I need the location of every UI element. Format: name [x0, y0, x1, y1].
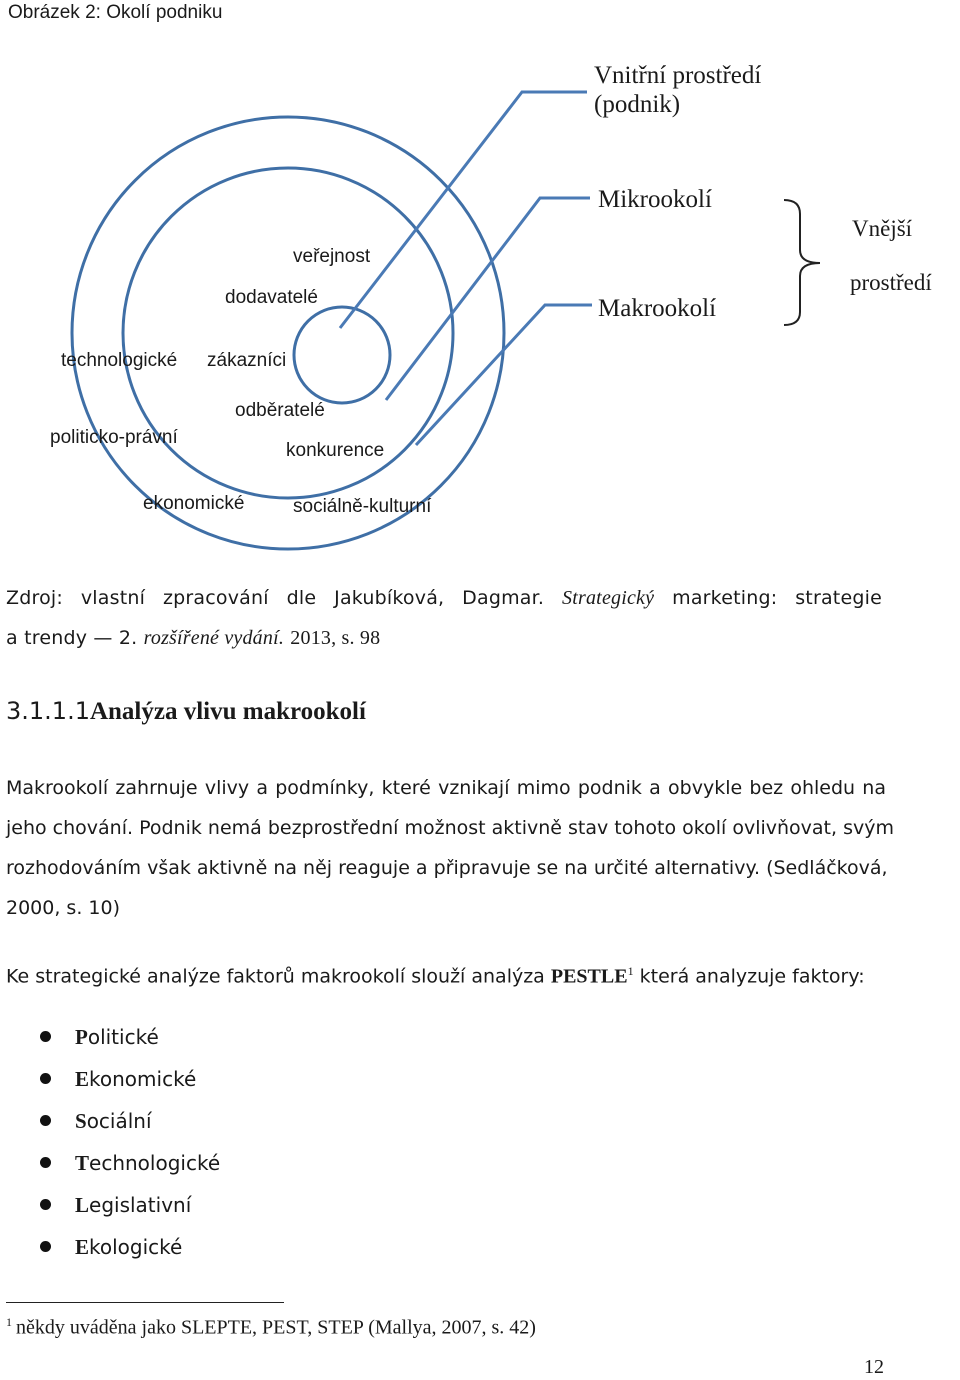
footnote	[6, 1315, 536, 1340]
label-vnejsi-2: prostředí	[850, 270, 932, 295]
label-socialne-kulturni: sociálně-kulturní	[293, 496, 432, 517]
bullet-icon	[40, 1115, 51, 1126]
label-technologicke: technologické	[61, 350, 178, 371]
bullet-icon	[40, 1157, 51, 1168]
paragraph-2-suffix: která analyzuje faktory:	[639, 965, 865, 988]
source-line-2	[6, 627, 380, 650]
list-item-initial: E	[75, 1235, 90, 1259]
list-item	[0, 1100, 220, 1142]
source-prefix: Zdroj: vlastní zpracování dle Jakubíková, Dagmar.	[6, 587, 545, 609]
label-vnejsi-1: Vnější	[852, 216, 913, 241]
label-zakaznici: zákazníci	[207, 350, 287, 371]
list-item-text: echnologické	[89, 1151, 221, 1175]
section-heading	[6, 697, 366, 726]
label-dodavatele: dodavatelé	[225, 287, 318, 308]
source-line2-italic: rozšířené vydání.	[143, 627, 285, 649]
footnote-text: někdy uváděna jako SLEPTE, PEST, STEP (Mallya, 2007, s. 42)	[16, 1316, 536, 1339]
bullet-icon	[40, 1073, 51, 1084]
list-item-text: konomické	[89, 1067, 197, 1091]
outer-circle	[72, 117, 504, 549]
source-line2-prefix: a trendy — 2.	[6, 627, 138, 649]
paragraph-2-bold: PESTLE	[550, 965, 628, 988]
bullet-icon	[40, 1199, 51, 1210]
label-mikrookoli: Mikrookolí	[598, 186, 712, 213]
label-vnitrni-1: Vnitřní prostředí	[594, 62, 762, 89]
list-item-text: kologické	[89, 1235, 183, 1259]
list-item-initial: T	[75, 1151, 90, 1175]
bullet-icon	[40, 1241, 51, 1252]
list-item	[0, 1226, 220, 1268]
list-item-text: ociální	[86, 1109, 152, 1133]
pestle-list	[0, 1016, 220, 1268]
source-title-italic: Strategický	[562, 587, 655, 609]
footnote-separator	[6, 1302, 284, 1303]
list-item-initial: L	[75, 1193, 90, 1217]
figure-caption: Obrázek 2: Okolí podniku	[8, 2, 223, 23]
paragraph-1-line-4: 2000, s. 10)	[6, 897, 120, 919]
environment-diagram	[0, 0, 960, 560]
footnote-mark: 1	[6, 1315, 12, 1329]
list-item-text: egislativní	[89, 1193, 192, 1217]
section-number: 3.1.1.1	[6, 697, 90, 725]
list-item-initial: S	[75, 1109, 87, 1133]
source-line-1	[6, 587, 882, 610]
label-odberatele: odběratelé	[235, 400, 325, 421]
list-item	[0, 1058, 220, 1100]
paragraph-2	[6, 951, 886, 996]
label-verejnost: veřejnost	[293, 246, 371, 267]
list-item	[0, 1184, 220, 1226]
paragraph-2-prefix: Ke strategické analýze faktorů makrookolí slouží analýza	[6, 965, 545, 988]
page-number: 12	[864, 1356, 884, 1378]
brace-icon	[784, 200, 820, 325]
paragraph-1-line-2: jeho chování. Podnik nemá bezprostřední možnost aktivně stav tohoto okolí ovlivňovat, svým	[6, 817, 894, 839]
list-item	[0, 1142, 220, 1184]
paragraph-1-line-1: Makrookolí zahrnuje vlivy a podmínky, které vznikají mimo podnik a obvykle bez ohledu na	[6, 777, 886, 799]
label-politicko-pravni: politicko-právní	[50, 427, 178, 448]
list-item-initial: P	[75, 1025, 88, 1049]
label-ekonomicke: ekonomické	[143, 493, 245, 514]
list-item-initial: E	[75, 1067, 90, 1091]
label-vnitrni-2: (podnik)	[594, 91, 681, 118]
paragraph-1-line-3: rozhodováním však aktivně na něj reaguje a připravuje se na určité alternativy. (Sedláčková,	[6, 857, 888, 879]
bullet-icon	[40, 1031, 51, 1042]
list-item-text: olitické	[87, 1025, 159, 1049]
footnote-ref: 1	[627, 964, 634, 978]
label-konkurence: konkurence	[286, 440, 385, 461]
label-makrookoli: Makrookolí	[598, 295, 717, 322]
inner-circle	[294, 307, 390, 403]
section-title: Analýza vlivu makrookolí	[89, 698, 366, 725]
source-line2-suffix: 2013, s. 98	[290, 627, 381, 649]
list-item	[0, 1016, 220, 1058]
source-suffix: marketing: strategie	[672, 587, 882, 609]
leader-line-vnitrni	[340, 92, 587, 328]
paragraph-1	[6, 768, 894, 928]
